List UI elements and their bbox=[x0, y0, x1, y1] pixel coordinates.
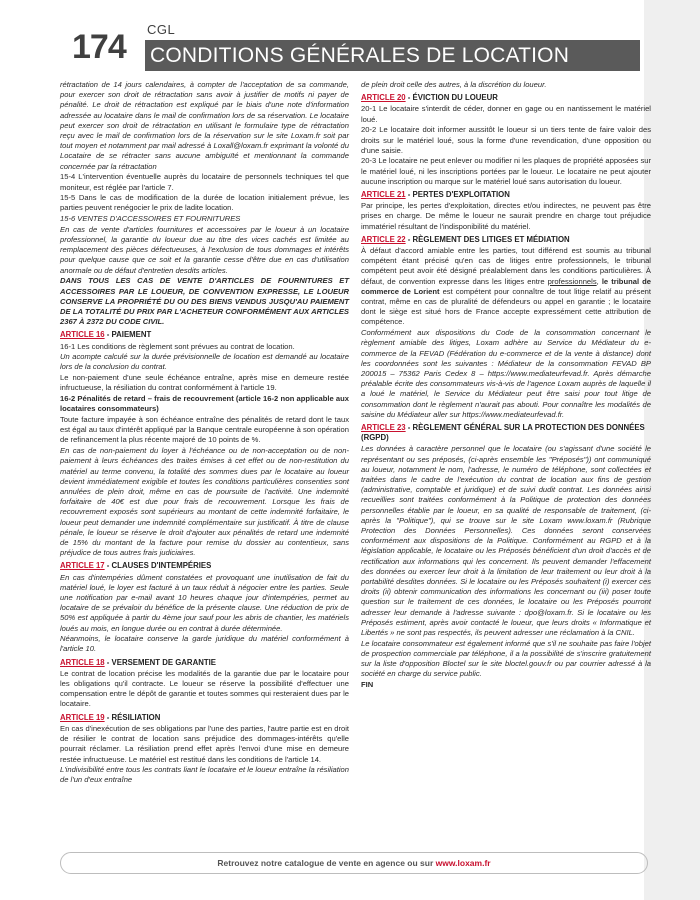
paragraph: 20-2 Le locataire doit informer aussitôt le loueur si un tiers tente de faire valoir des droits sur le matériel loué, sous la forme d'une revendication, d'une opposition ou d'une saisie. bbox=[361, 125, 651, 155]
article-number: ARTICLE 23 bbox=[361, 423, 406, 432]
article-16-heading bbox=[60, 330, 349, 340]
paragraph: de plein droit celle des autres, à la discrétion du loueur. bbox=[361, 80, 547, 89]
paragraph: Conformément aux dispositions du Code de la consommation concernant le règlement amiable des litiges, Loxam adhère au Service du Médiateur du e-commerce de la FEVAD (Fédération du e-commerce et de la vente à distance) dont les coordonnées sont les suivantes : Médiateur de la consommation FEVAD BP 200015 – 75362 Paris Cedex 8 – https://www.mediateurfevad.fr. Après démarche préalable écrite des consommateurs vis-à-vis de l'agence Loxam auprès de laquelle il a loué le matériel, le Service du Médiateur peut être saisi pour tout litige de consommation dont le règlement n'aurait pas abouti. Pour connaître les modalités de saisine du Médiateur aller sur https://www.mediateurfevad.fr. bbox=[361, 328, 651, 419]
paragraph: DANS TOUS LES CAS DE VENTE D'ARTICLES DE FOURNITURES ET ACCESSOIRES PAR LE LOUEUR, DE CONVENTION EXPRESSE, LE LOUEUR CONSERVE LA PROPRIÉTÉ DU OU DES BIENS VENDUS JUSQU'AU PAIEMENT DE LA TOTALITÉ DU PRIX PAR L'ACHETEUR CONFORMÉMENT AUX ARTICLES 2367 À 2372 DU CODE CIVIL. bbox=[60, 276, 349, 327]
paragraph: Les données à caractère personnel que le locataire (ou s'agissant d'une société le représentant ou ses préposés, (ci-après ensemble les "Préposés")) ont communiqué au loueur, notamment le nom, l'adresse, le numéro de téléphone, sont collectées et traitées dans le cadre de l'exécution du contrat de location aux fins de gestion (administrative, comptable et juridique) et de suivi dudit contrat. Les données ainsi recueillies sont traitées conformément à la Politique de protection des données personnelles établie par le loueur, en sa qualité de responsable de traitement, (ci-après la "Politique"), qui se trouve sur le site Loxam www.loxam.fr (Rubrique Protection des Données Personnelles). Ces données seront conservées conformément aux dispositions de la Politique. Conformément au RGPD et à la législation applicable, le locataire ou les Préposés bénéficient d'un droit d'accès et de rectification aux informations qui les concernent. Ils peuvent demander l'effacement des données ou exercer leur droit à la limitation de leur traitement ou leur droit à la portabilité desdites données. Si le locataire ou les Préposés souhaitent (i) exercer ces droits (ii) obtenir communication des informations les concernant ou (iii) poser toute question sur le traitement de ces données, le locataire ou les Préposés pourront adresser leur demande à l'adresse suivante : dpo@loxam.fr. Si le locataire ou les Préposés estiment, après avoir contacté le loueur, que leurs droits « Informatique et Libertés » ne sont pas respectés, ils peuvent adresser une réclamation à la CNIL. bbox=[361, 444, 651, 638]
article-title: - ÉVICTION DU LOUEUR bbox=[405, 93, 498, 103]
page-header bbox=[0, 0, 700, 78]
paragraph bbox=[361, 246, 651, 328]
paragraph: 20-1 Le locataire s'interdit de céder, donner en gage ou en nantissement le matériel loué. bbox=[361, 104, 651, 124]
paragraph: 20-3 Le locataire ne peut enlever ou modifier ni les plaques de propriété apposées sur le matériel loué, ni les inscriptions portées par le loueur. Le locataire ne peut ajouter aucune inscription ou marque sur le matériel loué sans autorisation du loueur. bbox=[361, 156, 651, 186]
page-number: 174 bbox=[72, 28, 126, 66]
text-run: , bbox=[596, 276, 602, 286]
paragraph: 15-5 Dans le cas de modification de la durée de location initialement prévue, les parties peuvent renégocier le prix de ladite location. bbox=[60, 193, 349, 213]
article-21-heading bbox=[361, 190, 651, 200]
paragraph: Toute facture impayée à son échéance entraîne des pénalités de retard dont le taux est égal au taux d'intérêt appliqué par la Banque centrale européenne à son opération de refinancement la plus récente majoré de 10 points de %. bbox=[60, 415, 349, 445]
paragraph: 15-4 L'intervention éventuelle auprès du locataire de personnels techniques tel que moniteur, est réglée par l'article 7. bbox=[60, 172, 349, 192]
article-title: - RÈGLEMENT GÉNÉRAL SUR LA PROTECTION DES DONNÉES (RGPD) bbox=[361, 423, 645, 443]
section-label: CGL bbox=[147, 22, 176, 37]
page-edge-strip bbox=[644, 0, 700, 900]
paragraph: 16-2 Pénalités de retard – frais de recouvrement (article 16-2 non applicable aux locataires consommateurs) bbox=[60, 394, 349, 414]
page-title: CONDITIONS GÉNÉRALES DE LOCATION bbox=[150, 44, 570, 67]
paragraph: 16-1 Les conditions de règlement sont prévues au contrat de location. bbox=[60, 341, 295, 351]
article-number: ARTICLE 21 bbox=[361, 190, 406, 200]
paragraph: En cas d'inexécution de ses obligations par l'une des parties, l'autre partie est en droit de résilier le contrat de location sans préjudice des dommages-intérêts qu'elle pourrait réclamer. La résiliation prend effet après l'envoi d'une mise en demeure restée infructueuse. Le matériel est restitué dans les conditions de l'article 14. bbox=[60, 723, 349, 764]
paragraph: Le locataire consommateur est également informé que s'il ne souhaite pas faire l'objet de prospection commerciale par téléphone, il a la possibilité de s'inscrire gratuitement sur la liste d'opposition Bloctel sur le site bloctel.gouv.fr ou par courrier adressé à la société en charge du service public. bbox=[361, 638, 651, 679]
paragraph: 15-6 VENTES D'ACCESSOIRES ET FOURNITURES bbox=[60, 214, 241, 224]
paragraph: FIN bbox=[361, 680, 374, 690]
article-18-heading bbox=[60, 658, 349, 668]
right-column bbox=[361, 80, 651, 691]
article-22-heading bbox=[361, 235, 651, 245]
paragraph: rétractation de 14 jours calendaires, à compter de l'acceptation de sa commande, pour exercer son droit de rétractation sans avoir à justifier de motifs ni payer de pénalité. Le droit de rétractation est expliqué par le biais d'une note d'information adressée au locataire dans le mail de confirmation lors de sa réservation. Le locataire peut exercer son droit de rétractation en utilisant le formulaire type de rétractation reçu avec le mail de confirmation lors de la réservation sur le site Loxam.fr soit par tout moyen et notamment par mail adressé à Loxall@loxam.fr exprimant la volonté du Locataire de se rétracter sans aucune ambiguïté et mentionnant la commande concernée par la rétractation bbox=[60, 80, 349, 171]
paragraph: En cas de vente d'articles fournitures et accessoires par le loueur à un locataire professionnel, la garantie du loueur due au titre des vices cachés est limitée au remplacement des pièces défectueuses, à l'exclusion de tous dommages et intérêts pour quelque cause que ce soit et la garantie cesse d'être due en cas d'utilisation anormale ou de défaut d'entretien desdits articles. bbox=[60, 224, 349, 275]
article-title: - CLAUSES D'INTEMPÉRIES bbox=[104, 561, 212, 571]
article-title: - PERTES D'EXPLOITATION bbox=[405, 190, 510, 200]
text-run: professionnels bbox=[547, 276, 597, 286]
article-number: ARTICLE 17 bbox=[60, 561, 105, 571]
text-run: À défaut d'accord amiable entre les parties, tout différend est soumis au tribunal compétent étant précisé qu'en cas de litiges entre professionnels, le tribunal compétent peut avoir été désigné préalablement dans les conditions particulières. À défaut, de convention expresse dans les litiges entre bbox=[361, 246, 651, 286]
article-19-heading bbox=[60, 713, 349, 723]
paragraph: Un acompte calculé sur la durée prévisionnelle de location est demandé au locataire lors de la conclusion du contrat. bbox=[60, 352, 349, 372]
article-17-heading bbox=[60, 561, 349, 571]
article-title: - RÈGLEMENT DES LITIGES ET MÉDIATION bbox=[405, 234, 570, 244]
paragraph: Le contrat de location précise les modalités de la garantie due par le locataire pour les obligations qu'il contracte. Le loueur se réserve la possibilité d'effectuer une compensation entre le dépôt de garantie et toutes sommes qui resteraient dues par le locataire. bbox=[60, 668, 349, 709]
paragraph: Par principe, les pertes d'exploitation, directes et/ou indirectes, ne peuvent pas être prises en charge. De même le loueur ne saurait prendre en charge tout préjudice immatériel résultant de l'indisponibilité du matériel. bbox=[361, 201, 651, 231]
article-number: ARTICLE 19 bbox=[60, 712, 105, 722]
article-number: ARTICLE 20 bbox=[361, 93, 406, 103]
article-title: - VERSEMENT DE GARANTIE bbox=[104, 657, 216, 667]
article-title: - PAIEMENT bbox=[104, 330, 152, 340]
article-number: ARTICLE 16 bbox=[60, 330, 105, 340]
paragraph: L'indivisibilité entre tous les contrats liant le locataire et le loueur entraîne la résiliation de l'un d'eux entraîne bbox=[60, 765, 349, 785]
paragraph: En cas de non-paiement du loyer à l'échéance ou de non-acceptation ou de non-paiement à leurs échéances des traites émises à cet effet ou de non-restitution du matériel au terme convenu, la totalité des sommes dues par le locataire au loueur devient immédiatement exigible et toutes les conditions particulières consenties sont annulées de plein droit, même en cas de poursuite de l'activité. Une indemnité forfaitaire de 40€ est due pour frais de recouvrement. Lorsque les frais de recouvrement exposés sont supérieurs au montant de cette indemnité forfaitaire, le loueur peut demander une indemnité complémentaire sur justificatif. À titre de clause pénale, le loueur se réserve le droit d'ajouter aux pénalités de retard une indemnité de 15% du montant de la facture pour remise du dossier au contentieux, sans préjudice de tous autres frais judiciaires. bbox=[60, 446, 349, 558]
footer-link[interactable]: www.loxam.fr bbox=[435, 858, 491, 868]
left-column bbox=[60, 80, 349, 786]
footer-banner bbox=[60, 852, 648, 874]
article-23-heading bbox=[361, 423, 651, 443]
article-number: ARTICLE 22 bbox=[361, 234, 406, 244]
text-run: le tribunal de commerce de Lorient bbox=[361, 276, 651, 296]
article-title: - RÉSILIATION bbox=[104, 712, 161, 722]
article-20-heading bbox=[361, 93, 651, 103]
paragraph: Le non-paiement d'une seule échéance entraîne, après mise en demeure restée infructueuse, la résiliation du contrat conformément à l'article 19. bbox=[60, 373, 349, 393]
text-run: est compétent pour connaître de tout litige relatif au présent contrat, même en cas de pluralité de défendeurs ou appel en garantie ; le locataire dont le siège est situé hors de France accepte expressément cette attribution de compétence. bbox=[361, 286, 652, 327]
paragraph: En cas d'intempéries dûment constatées et provoquant une inutilisation de fait du matériel loué, le loyer est facturé à un taux réduit à négocier entre les parties. Seule une notification par e-mail avant 10 heures chaque jour d'intempéries, permet au locataire de se prévaloir du bénéfice de la présente clause. Une réduction de prix de 50% est appliquée à partir du 4ème jour sauf pour les abris de chantier, les matériels loués au mois, en longue durée ou en contrat à durée déterminée. bbox=[60, 572, 349, 633]
paragraph: Néanmoins, le locataire conserve la garde juridique du matériel conformément à l'article 10. bbox=[60, 634, 349, 654]
article-number: ARTICLE 18 bbox=[60, 657, 105, 667]
footer-text: Retrouvez notre catalogue de vente en agence ou sur bbox=[217, 858, 436, 868]
